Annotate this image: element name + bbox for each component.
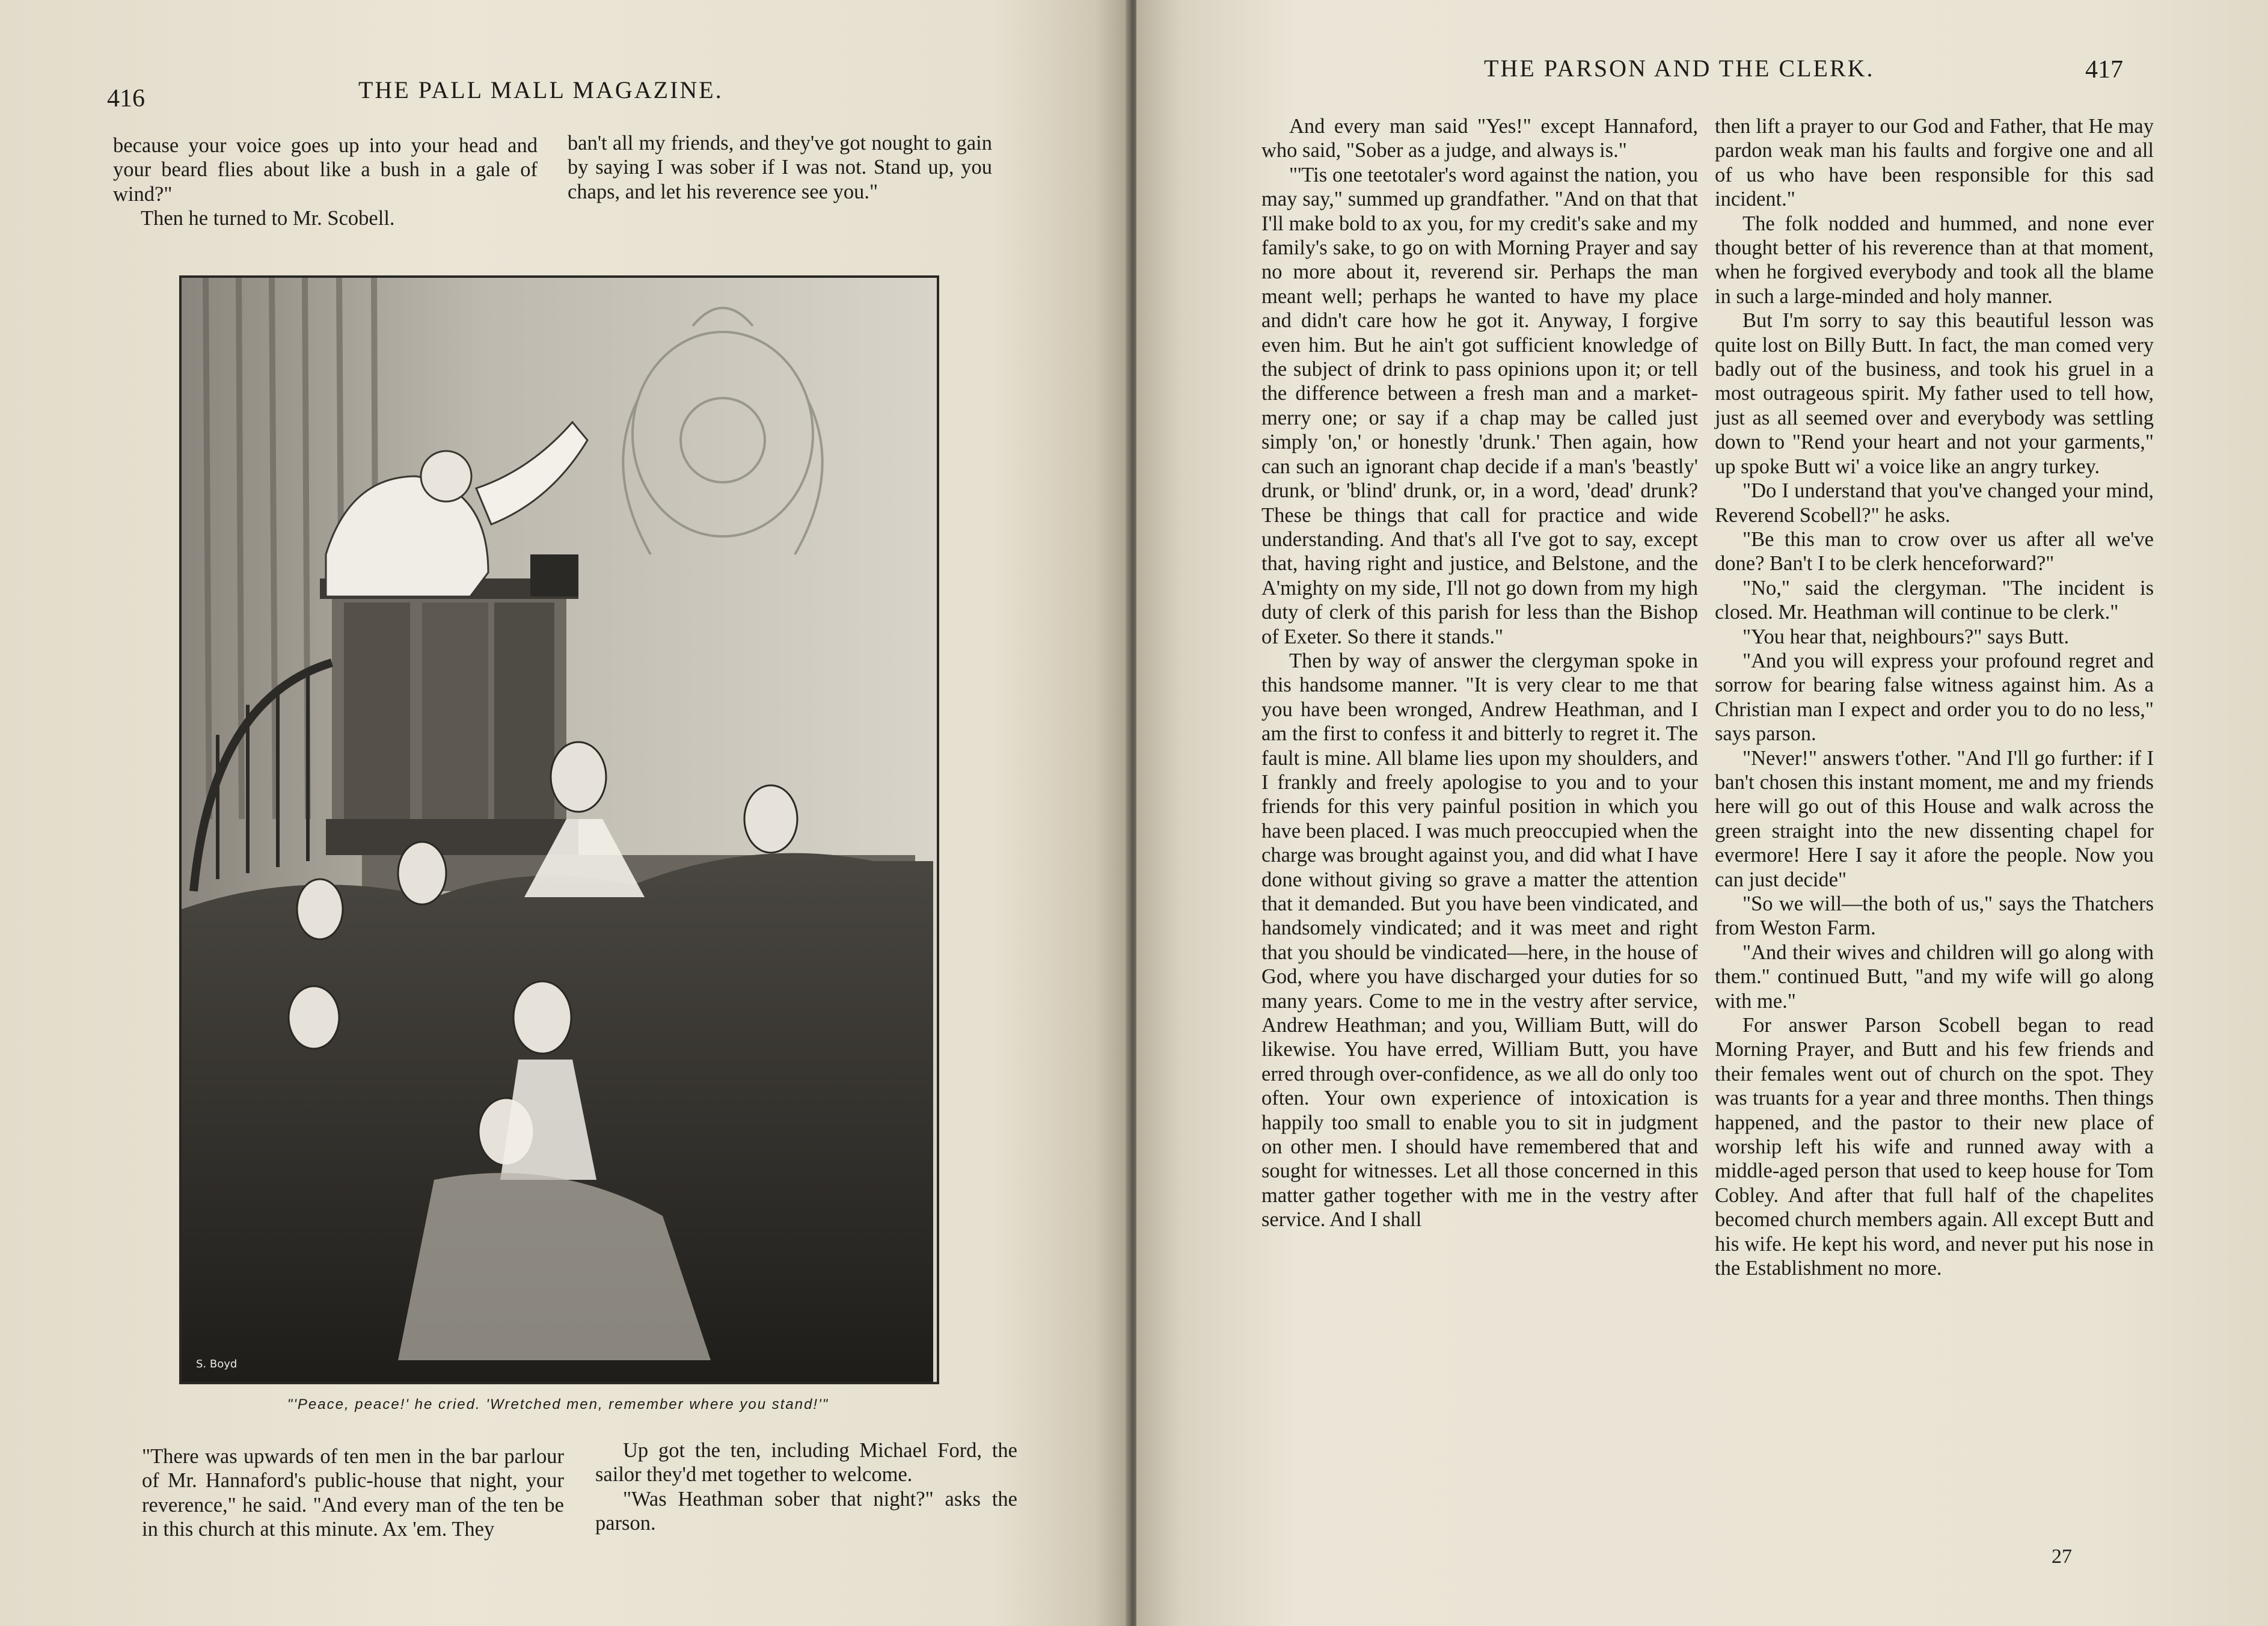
paragraph: "Do I understand that you've changed your mind, Reverend Scobell?" he asks. (1715, 479, 2154, 527)
top-column-2 (568, 131, 992, 204)
running-head-left: THE PALL MALL MAGAZINE. (358, 76, 723, 103)
right-column-2 (1715, 114, 2154, 1281)
paragraph: "And their wives and children will go along with them." continued Butt, "and my wife will go along with me." (1715, 940, 2154, 1013)
paragraph: "And you will express your profound regret and sorrow for bearing false witness against him. As a Christian man I expect and order you to do no less," says parson. (1715, 649, 2154, 746)
paragraph: "There was upwards of ten men in the bar parlour of Mr. Hannaford's public-house that night, your reverence," he said. "And every man of the ten be in this church at this minute. Ax 'em. They (142, 1445, 564, 1541)
paragraph: "Never!" answers t'other. "And I'll go further: if I ban't chosen this instant moment, me and my friends here will go out of this House and walk across the green straight into the new dissenting chapel for evermore! Here I say it afore the people. Now you can just decide" (1715, 746, 2154, 891)
paragraph: The folk nodded and hummed, and none ever thought better of his reverence than at that moment, when he forgived everybody and took all the blame in such a large-minded and holy manner. (1715, 212, 2154, 308)
right-column-1 (1261, 114, 1698, 1232)
bottom-column-1 (142, 1444, 564, 1542)
pulpit-scene-drawing (182, 278, 937, 1382)
artist-signature: S. Boyd (196, 1358, 238, 1370)
paragraph: "Was Heathman sober that night?" asks the parson. (595, 1487, 1017, 1535)
paragraph: Up got the ten, including Michael Ford, the sailor they'd met together to welcome. (595, 1439, 1017, 1486)
page-number-left: 416 (107, 85, 145, 112)
bottom-column-2 (595, 1438, 1017, 1536)
paragraph: "'Tis one teetotaler's word against the nation, you may say," summed up grandfather. "And on that that I'll make bold to ax you, for my credit's sake and my family's sake, to go on with Morning Prayer and say no more about it, reverend sir. Perhaps the man meant well; perhaps he wanted to have my place and didn't care how he got it. Anyway, I forgive even him. But he ain't got sufficient knowledge of the subject of drink to pass opinions upon it; or tell the difference between a fresh man and a market-merry one; or say if a chap may be called just simply 'on,' or honestly 'drunk.' Then again, how can such an ignorant chap decide if a man's 'beastly' drunk, or 'blind' drunk, or, in a word, 'dead' drunk? These be things that call for practice and wide understanding. And that's all I've got to say, except that, having right and justice, and Belstone, and the A'mighty on my side, I'll not go down from my high duty of clerk of this parish for less than the Bishop of Exeter. So there it stands." (1261, 163, 1698, 648)
page-number-right: 417 (2085, 56, 2123, 84)
paragraph: "Be this man to crow over us after all we've done? Ban't I to be clerk henceforward?" (1715, 527, 2154, 575)
signature-mark: 27 (2052, 1545, 2072, 1568)
illustration-caption: "'Peace, peace!' he cried. 'Wretched men, remember where you stand!'" (287, 1396, 829, 1413)
paragraph: For answer Parson Scobell began to read Morning Prayer, and Butt and his few friends and their females went out of church on the spot. They was truants for a year and three months. Then things happened, and the pastor to their new place of worship left his wife and runned away with a middle-aged person that used to keep house for Tom Cobley. And after that full half of the chapelites becomed church members again. All except Butt and his wife. He kept his word, and never put his nose in the Establishment no more. (1715, 1014, 2154, 1280)
paragraph: "So we will—the both of us," says the Thatchers from Weston Farm. (1715, 892, 2154, 940)
paragraph: And every man said "Yes!" except Hannaford, who said, "Sober as a judge, and always is." (1261, 115, 1698, 162)
paragraph: Then he turned to Mr. Scobell. (141, 207, 395, 230)
paragraph: But I'm sorry to say this beautiful lesson was quite lost on Billy Butt. In fact, the man comed very badly out of the business, and took his gruel in a most outrageous spirit. My father used to tell how, just as all seemed over and everybody was settling down to "Rend your heart and not your garments," up spoke Butt wi' a voice like an angry turkey. (1715, 309, 2154, 478)
left-page (0, 0, 1129, 1626)
paragraph: "No," said the clergyman. "The incident is closed. Mr. Heathman will continue to be clerk." (1715, 576, 2154, 624)
running-head-right: THE PARSON AND THE CLERK. (1484, 55, 1875, 82)
top-column-1 (113, 133, 538, 231)
paragraph: Then by way of answer the clergyman spoke in this handsome manner. "It is very clear to me that you have been wronged, Andrew Heathman, and I am the first to confess it and bitterly to regret it. The fault is mine. All blame lies upon my shoulders, and I frankly and freely apologise to you and to your friends for this very painful position in which you have been placed. I was much preoccupied when the charge was brought against you, and did what I have done without giving so grave a matter the attention that it demanded. But you have been vindicated, and handsomely vindicated; and it was meet and right that you should be vindicated—here, in the house of God, where you have discharged your duties for so many years. Come to me in the vestry after service, Andrew Heathman; and you, William Butt, will do likewise. You have erred, William Butt, you have erred through over-confidence, as we all do only too often. Your own experience of intoxication is happily too small to enable you to sit in judgment on other men. I should have remembered that and sought for witnesses. Let all those concerned in this matter gather together with me in the vestry after service. And I shall (1261, 649, 1698, 1232)
paragraph: then lift a prayer to our God and Father, that He may pardon weak man his faults and forgive one and all of us who have been responsible for this sad incident." (1715, 115, 2154, 211)
paragraph: "You hear that, neighbours?" says Butt. (1742, 625, 2070, 648)
paragraph: because your voice goes up into your head and your beard flies about like a bush in a gale of wind?" (113, 134, 538, 206)
paragraph: ban't all my friends, and they've got nought to gain by saying I was sober if I was not. Stand up, you chaps, and let his reverence see you." (568, 132, 992, 203)
illustration (179, 275, 939, 1384)
right-page (1136, 0, 2268, 1626)
